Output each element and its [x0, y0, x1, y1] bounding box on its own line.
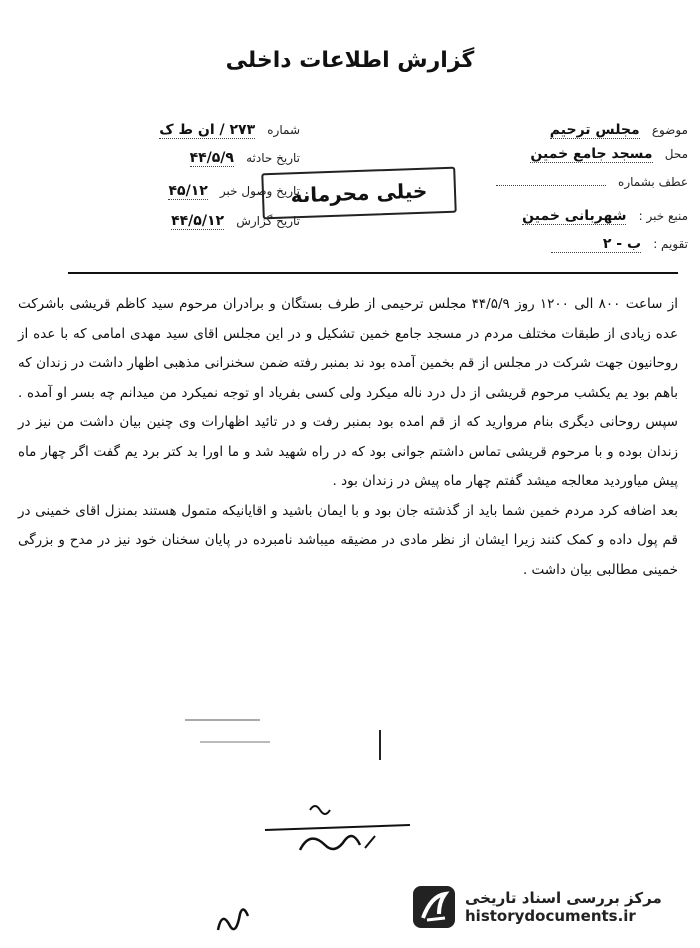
event-date-field	[60, 150, 300, 167]
header-divider	[68, 272, 678, 274]
event-date-label: تاریخ حادثه	[246, 151, 300, 165]
report-body	[18, 290, 678, 585]
event-date-value: ۴۴/۵/۹	[189, 150, 234, 166]
subject-value: مجلس ترحیم	[549, 122, 640, 138]
number-label: شماره	[267, 123, 300, 137]
report-date-label: تاریخ گزارش	[236, 214, 300, 228]
received-date-value: ۴۵/۱۲	[168, 183, 208, 199]
subject-label: موضوع	[651, 123, 688, 137]
document-title: گزارش اطلاعات داخلی	[225, 48, 475, 73]
subject-field	[478, 122, 688, 139]
source-label: منبع خبر :	[638, 209, 688, 223]
ref-value	[496, 185, 606, 186]
ref-field	[473, 175, 688, 190]
body-paragraph-2: بعد اضافه کرد مردم خمین شما باید از گذشته جان بود و با ایمان باشید و اقایانیکه متمول هستند بمنزل اقای خمینی در قم پول داده و کمک کنند زیرا ایشان از نظر مادی در مضیقه میباشد نامبرده در پایان سخنان خود نیز در مدح و بزرگی خمینی مطالبی بیان داشت .	[18, 502, 678, 578]
signature-area	[180, 700, 440, 870]
source-field	[473, 208, 688, 225]
handwritten-signature-icon	[180, 700, 440, 870]
evaluation-value: ب - ۲	[551, 236, 641, 253]
handwritten-mark-icon	[210, 900, 260, 940]
number-value: ۲۷۳ / ان ط ک	[159, 122, 256, 138]
evaluation-field	[473, 236, 688, 253]
archive-logo	[411, 878, 686, 936]
place-field	[473, 146, 688, 163]
place-value: مسجد جامع خمین	[530, 146, 653, 162]
logo-url-text: historydocuments.ir	[465, 907, 636, 925]
received-date-label: تاریخ وصول خبر	[219, 184, 300, 198]
logo-persian-text: مرکز بررسی اسناد تاریخی	[465, 889, 662, 907]
body-paragraph-1: از ساعت ۸۰۰ الی ۱۲۰۰ روز ۴۴/۵/۹ مجلس ترحیمی از طرف بستگان و برادران مرحوم سید کاظم قریشی باشرکت عده زیادی از طبقات مختلف مردم در مسجد جامع خمین تشکیل و در این مجلس اقای سید مهدی امامی که با عده از روحانیون جهت شرکت در مجلس از قم بخمین آمده بود ند بمنبر رفته ضمن سخنرانی مذهبی اظهار داشت در زندان که باهم بود یم یکشب مرحوم قریشی از دل درد ناله میکرد ولی کسی بفریاد او توجه نمیکرد من میدانم چه بسر او آمده . سپس روحانی دیگری بنام مروارید که از قم امده بود بمنبر رفت و در تائید اظهارات وی چنین بیان داشت من نیز در زندان بوده و با مرحوم قریشی تماس داشتم جوانی بود که در راه شهید شد و ما اورا بد کتر برد یم گفت اگر چهار ماه پیش میاوردید معالجه میشد گفتم چهار ماه پیش در زندان بود .	[18, 296, 678, 489]
archive-logo-icon	[411, 884, 457, 930]
report-date-value: ۴۴/۵/۱۲	[171, 213, 225, 229]
place-label: محل	[664, 147, 688, 161]
classification-stamp: خیلی محرمانه	[261, 167, 456, 220]
ref-label: عطف بشماره	[618, 175, 688, 189]
source-value: شهربانی خمین	[522, 208, 627, 224]
number-field	[60, 122, 300, 139]
evaluation-label: تقویم :	[653, 237, 688, 251]
